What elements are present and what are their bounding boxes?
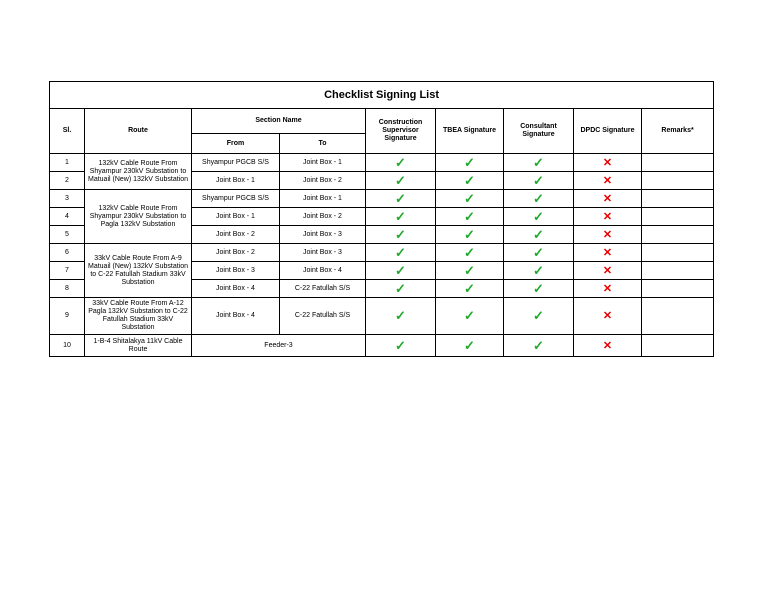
header-construction-signature: Construction Supervisor Signature (366, 109, 436, 154)
cross-icon: ✕ (574, 208, 642, 226)
header-dpdc-signature: DPDC Signature (574, 109, 642, 154)
from-cell: Shyampur PGCB S/S (192, 190, 280, 208)
cross-icon: ✕ (574, 298, 642, 335)
sl-cell: 2 (50, 172, 85, 190)
from-cell: Joint Box - 1 (192, 208, 280, 226)
remarks-cell (642, 190, 714, 208)
header-route: Route (85, 109, 192, 154)
cross-icon: ✕ (574, 262, 642, 280)
to-cell: Joint Box - 3 (280, 226, 366, 244)
cross-icon: ✕ (574, 244, 642, 262)
check-icon: ✓ (366, 262, 436, 280)
remarks-cell (642, 280, 714, 298)
to-cell: Joint Box - 2 (280, 172, 366, 190)
sl-cell: 1 (50, 154, 85, 172)
check-icon: ✓ (436, 172, 504, 190)
sl-cell: 10 (50, 335, 85, 357)
route-cell: 33kV Cable Route From A-12 Pagla 132kV Substation to C-22 Fatullah Stadium 33kV Substation (85, 298, 192, 335)
check-icon: ✓ (504, 298, 574, 335)
check-icon: ✓ (366, 190, 436, 208)
from-cell: Joint Box - 3 (192, 262, 280, 280)
to-cell: Joint Box - 1 (280, 190, 366, 208)
check-icon: ✓ (366, 172, 436, 190)
route-cell: 132kV Cable Route From Shyampur 230kV Substation to Pagla 132kV Substation (85, 190, 192, 244)
route-cell: 132kV Cable Route From Shyampur 230kV Substation to Matuail (New) 132kV Substation (85, 154, 192, 190)
section-cell: Feeder-3 (192, 335, 366, 357)
table-title: Checklist Signing List (50, 82, 714, 109)
route-cell: 1-B-4 Shitalakya 11kV Cable Route (85, 335, 192, 357)
to-cell: Joint Box - 1 (280, 154, 366, 172)
sl-cell: 7 (50, 262, 85, 280)
from-cell: Shyampur PGCB S/S (192, 154, 280, 172)
check-icon: ✓ (504, 172, 574, 190)
check-icon: ✓ (366, 154, 436, 172)
check-icon: ✓ (504, 244, 574, 262)
from-cell: Joint Box - 4 (192, 298, 280, 335)
check-icon: ✓ (436, 262, 504, 280)
header-section-name: Section Name (192, 109, 366, 134)
check-icon: ✓ (504, 154, 574, 172)
header-tbea-signature: TBEA Signature (436, 109, 504, 154)
remarks-cell (642, 172, 714, 190)
check-icon: ✓ (436, 226, 504, 244)
cross-icon: ✕ (574, 154, 642, 172)
check-icon: ✓ (436, 335, 504, 357)
check-icon: ✓ (504, 190, 574, 208)
sl-cell: 6 (50, 244, 85, 262)
check-icon: ✓ (504, 208, 574, 226)
header-consultant-signature: Consultant Signature (504, 109, 574, 154)
check-icon: ✓ (504, 335, 574, 357)
table-row (50, 298, 714, 335)
from-cell: Joint Box - 1 (192, 172, 280, 190)
to-cell: C-22 Fatullah S/S (280, 298, 366, 335)
remarks-cell (642, 335, 714, 357)
remarks-cell (642, 244, 714, 262)
check-icon: ✓ (366, 208, 436, 226)
check-icon: ✓ (436, 190, 504, 208)
table-row (50, 154, 714, 172)
check-icon: ✓ (366, 280, 436, 298)
check-icon: ✓ (504, 226, 574, 244)
check-icon: ✓ (436, 298, 504, 335)
check-icon: ✓ (366, 298, 436, 335)
cross-icon: ✕ (574, 280, 642, 298)
remarks-cell (642, 262, 714, 280)
check-icon: ✓ (366, 335, 436, 357)
from-cell: Joint Box - 2 (192, 244, 280, 262)
table-row (50, 190, 714, 208)
to-cell: Joint Box - 2 (280, 208, 366, 226)
header-from: From (192, 134, 280, 154)
sl-cell: 9 (50, 298, 85, 335)
sl-cell: 8 (50, 280, 85, 298)
to-cell: C-22 Fatullah S/S (280, 280, 366, 298)
table-row (50, 244, 714, 262)
header-sl: Sl. (50, 109, 85, 154)
check-icon: ✓ (436, 280, 504, 298)
sl-cell: 3 (50, 190, 85, 208)
checklist-table (49, 81, 714, 357)
cross-icon: ✕ (574, 190, 642, 208)
from-cell: Joint Box - 4 (192, 280, 280, 298)
route-cell: 33kV Cable Route From A-9 Matuail (New) 132kV Substation to C-22 Fatullah Stadium 33kV Substation (85, 244, 192, 298)
sl-cell: 5 (50, 226, 85, 244)
check-icon: ✓ (504, 280, 574, 298)
check-icon: ✓ (366, 226, 436, 244)
remarks-cell (642, 226, 714, 244)
remarks-cell (642, 208, 714, 226)
from-cell: Joint Box - 2 (192, 226, 280, 244)
header-remarks: Remarks* (642, 109, 714, 154)
check-icon: ✓ (436, 154, 504, 172)
check-icon: ✓ (366, 244, 436, 262)
to-cell: Joint Box - 3 (280, 244, 366, 262)
remarks-cell (642, 298, 714, 335)
check-icon: ✓ (436, 208, 504, 226)
sl-cell: 4 (50, 208, 85, 226)
cross-icon: ✕ (574, 172, 642, 190)
table-row (50, 335, 714, 357)
check-icon: ✓ (436, 244, 504, 262)
to-cell: Joint Box - 4 (280, 262, 366, 280)
header-to: To (280, 134, 366, 154)
checklist-sheet (49, 81, 713, 357)
cross-icon: ✕ (574, 226, 642, 244)
check-icon: ✓ (504, 262, 574, 280)
remarks-cell (642, 154, 714, 172)
cross-icon: ✕ (574, 335, 642, 357)
